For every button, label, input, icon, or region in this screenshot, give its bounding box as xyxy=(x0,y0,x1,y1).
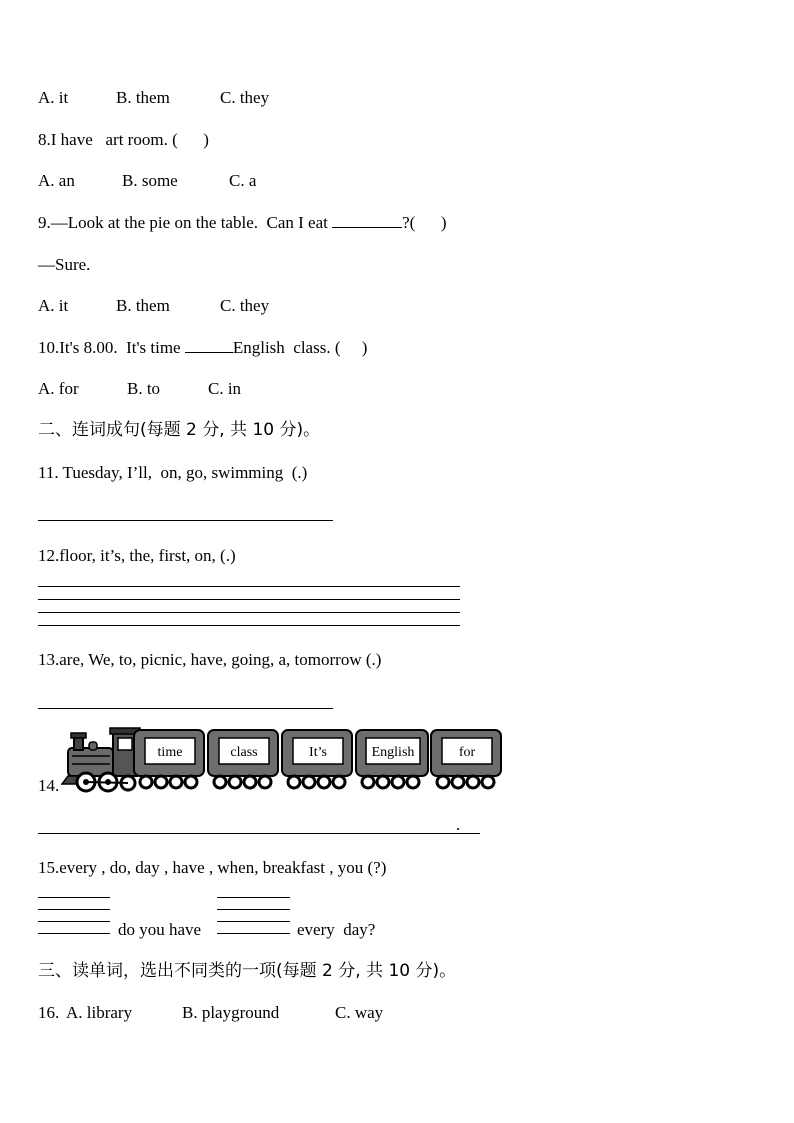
q9-option-b: B. them xyxy=(116,296,170,315)
q15-question: 15.every , do, day , have , when, breakfast , you (?) xyxy=(38,858,387,877)
q16-option-c: C. way xyxy=(335,1003,384,1022)
q12-question: 12.floor, it’s, the, first, on, (.) xyxy=(38,546,236,565)
q11-question: 11. Tuesday, I’ll, on, go, swimming (.) xyxy=(38,463,308,482)
q9-question xyxy=(38,213,446,233)
q7-option-b: B. them xyxy=(116,88,170,107)
q14-end-mark: . xyxy=(456,815,461,834)
q15-blank1-line-2[interactable] xyxy=(38,909,110,910)
q10-text-before: 10.It's 8.00. It's time xyxy=(38,338,185,357)
q7-option-a: A. it xyxy=(38,88,69,107)
wagon-3 xyxy=(282,730,352,788)
q15-blank1-line-1[interactable] xyxy=(38,897,110,898)
q10-question xyxy=(38,338,367,358)
q15-blank2-line-3[interactable] xyxy=(217,921,290,922)
wagon-word-3: It’s xyxy=(309,745,327,760)
q15-blank2-line-1[interactable] xyxy=(217,897,290,898)
q9-answer-blank[interactable] xyxy=(332,213,402,228)
q9-option-a: A. it xyxy=(38,296,69,315)
q8-option-c: C. a xyxy=(229,171,257,190)
section3-heading: 三、读单词，选出不同类的一项(每题 2 分, 共 10 分)。 xyxy=(38,961,457,981)
wagon-1 xyxy=(134,730,204,788)
q15-mid-text: do you have xyxy=(118,920,202,939)
q15-blank1-line-3[interactable] xyxy=(38,921,110,922)
q14-number: 14. xyxy=(38,776,60,795)
q10-option-b: B. to xyxy=(127,379,161,398)
wagon-word-5: for xyxy=(458,745,476,760)
q13-question: 13.are, We, to, picnic, have, going, a, tomorrow (.) xyxy=(38,650,382,669)
q10-text-after: English class. ( ) xyxy=(232,338,368,357)
q9-option-c: C. they xyxy=(220,296,270,315)
q10-option-a: A. for xyxy=(38,379,79,398)
q15-blank2-line-4[interactable] xyxy=(217,933,290,934)
q16-option-b: B. playground xyxy=(182,1003,280,1022)
q8-option-b: B. some xyxy=(122,171,178,190)
q8-question: 8.I have art room. ( ) xyxy=(38,130,209,149)
q12-answer-line-1[interactable] xyxy=(38,586,460,587)
q12-answer-line-2[interactable] xyxy=(38,599,460,600)
wagon-word-2: class xyxy=(230,745,258,760)
q9-reply: —Sure. xyxy=(38,255,91,274)
wagon-2 xyxy=(208,730,278,788)
q12-answer-line-3[interactable] xyxy=(38,612,460,613)
q14-answer-line[interactable] xyxy=(38,833,480,834)
wagon-word-4: English xyxy=(371,745,415,760)
q10-answer-blank[interactable] xyxy=(185,338,233,353)
q15-blank2-line-2[interactable] xyxy=(217,909,290,910)
q15-end-text: every day? xyxy=(297,920,376,939)
q14-word-train xyxy=(60,726,505,794)
wagon-4 xyxy=(356,730,428,788)
wagon-5 xyxy=(431,730,501,788)
q9-text-before: 9.—Look at the pie on the table. Can I eat xyxy=(38,213,333,232)
q8-option-a: A. an xyxy=(38,171,75,190)
q16-option-a: A. library xyxy=(66,1003,133,1022)
locomotive-icon xyxy=(62,728,140,791)
q7-option-c: C. they xyxy=(220,88,270,107)
q12-answer-line-4[interactable] xyxy=(38,625,460,626)
q11-answer-line[interactable] xyxy=(38,520,333,521)
q13-answer-line[interactable] xyxy=(38,708,333,709)
q10-option-c: C. in xyxy=(208,379,242,398)
q16-number: 16. xyxy=(38,1003,60,1022)
q9-text-after: ?( ) xyxy=(402,213,447,232)
section2-heading: 二、连词成句(每题 2 分, 共 10 分)。 xyxy=(38,420,321,440)
wagon-word-1: time xyxy=(157,745,183,760)
q15-blank1-line-4[interactable] xyxy=(38,933,110,934)
